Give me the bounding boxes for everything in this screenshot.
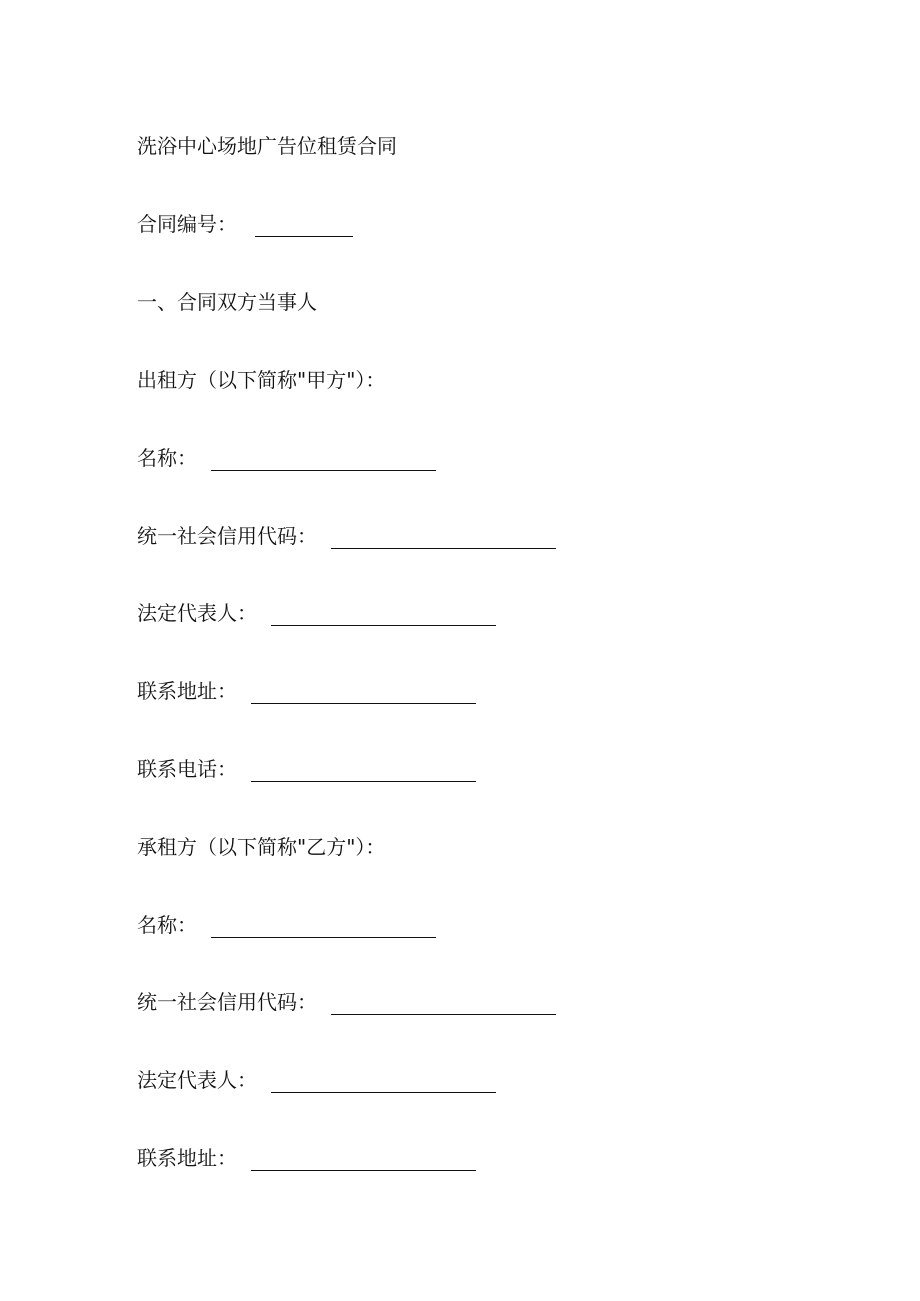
lessor-name-label: 名称： — [137, 446, 197, 470]
lessee-address-line — [137, 1145, 476, 1171]
lessee-name-blank — [211, 917, 436, 938]
lessee-legal-rep-line — [137, 1067, 496, 1093]
lessor-credit-code-line — [137, 523, 556, 549]
lessor-name-line — [137, 445, 436, 471]
lessor-address-line — [137, 678, 476, 704]
lessee-credit-code-label: 统一社会信用代码： — [137, 990, 317, 1014]
lessee-name-line — [137, 912, 436, 938]
lessor-heading: 出租方（以下简称"甲方"）： — [137, 368, 386, 392]
document-title-line — [137, 133, 397, 159]
lessor-phone-label: 联系电话： — [137, 757, 237, 781]
section-one-line — [137, 289, 317, 315]
lessor-credit-code-label: 统一社会信用代码： — [137, 524, 317, 548]
lessor-phone-blank — [251, 761, 476, 782]
lessee-name-label: 名称： — [137, 913, 197, 937]
lessor-address-blank — [251, 683, 476, 704]
section-one-heading: 一、合同双方当事人 — [137, 290, 317, 314]
contract-number-line — [137, 211, 353, 237]
lessor-legal-rep-line — [137, 600, 496, 626]
lessor-credit-code-blank — [331, 528, 556, 549]
contract-number-blank — [255, 216, 353, 237]
lessee-address-blank — [251, 1150, 476, 1171]
lessee-address-label: 联系地址： — [137, 1146, 237, 1170]
lessor-name-blank — [211, 450, 436, 471]
lessor-heading-line — [137, 367, 385, 393]
document-title: 洗浴中心场地广告位租赁合同 — [137, 134, 397, 158]
lessee-heading-line — [137, 834, 385, 860]
lessor-legal-rep-blank — [271, 605, 496, 626]
contract-number-label: 合同编号： — [137, 212, 237, 236]
lessee-heading: 承租方（以下简称"乙方"）： — [137, 835, 386, 859]
lessor-legal-rep-label: 法定代表人： — [137, 601, 257, 625]
lessee-credit-code-blank — [331, 994, 556, 1015]
lessor-phone-line — [137, 756, 476, 782]
lessee-credit-code-line — [137, 989, 556, 1015]
lessor-address-label: 联系地址： — [137, 679, 237, 703]
lessee-legal-rep-blank — [271, 1072, 496, 1093]
lessee-legal-rep-label: 法定代表人： — [137, 1068, 257, 1092]
